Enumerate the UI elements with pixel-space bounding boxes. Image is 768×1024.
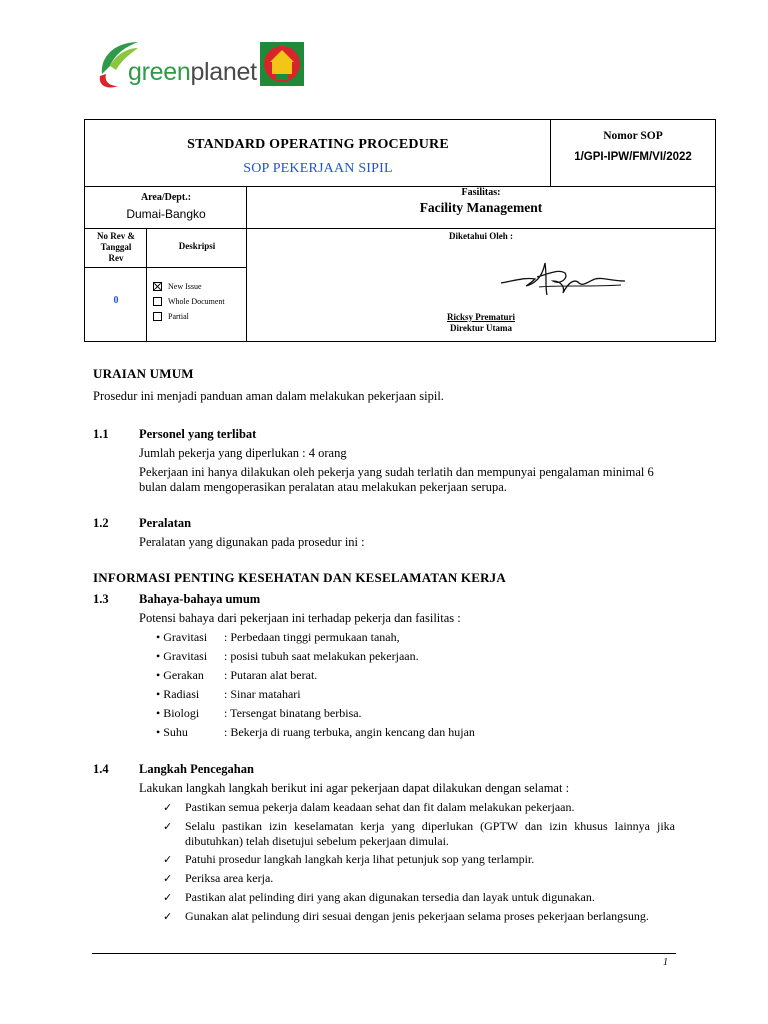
section-title-1-3: Bahaya-bahaya umum <box>139 592 261 606</box>
rev-header-cell <box>85 229 147 268</box>
hazard-value: : Putaran alat berat. <box>224 668 318 682</box>
status-cell <box>147 268 247 341</box>
area-label: Area/Dept.: <box>140 192 192 203</box>
rev-label-line-3: Rev <box>108 253 124 263</box>
document-subtitle: SOP PEKERJAAN SIPIL <box>243 161 393 176</box>
nomor-label: Nomor SOP <box>603 130 663 142</box>
check-icon: ✓ <box>163 853 173 866</box>
title-cell <box>85 120 551 187</box>
rev-header-label <box>85 231 147 264</box>
hazard-item <box>156 649 419 664</box>
checklist-text: Pastikan semua pekerja dalam keadaan sehat dan fit dalam melakukan pekerjaan. <box>185 800 575 814</box>
check-icon: ✓ <box>163 801 173 814</box>
fasilitas-label: Fasilitas: <box>461 187 501 198</box>
status-list <box>153 279 225 324</box>
checkbox-icon <box>153 312 162 321</box>
rev-label-line-1: No Rev & <box>97 231 135 241</box>
diketahui-label: Diketahui Oleh : <box>448 231 513 241</box>
status-partial <box>153 309 225 324</box>
checklist-item <box>163 852 675 867</box>
checklist-item <box>163 819 675 849</box>
signer-name: Ricksy Prematuri <box>446 312 516 322</box>
logo-area <box>94 36 314 92</box>
deskripsi-label: Deskripsi <box>178 241 216 251</box>
section-number-1-2: 1.2 <box>93 516 109 530</box>
hazard-key: • Suhu <box>156 725 188 739</box>
check-icon: ✓ <box>163 872 173 885</box>
document-title: STANDARD OPERATING PROCEDURE <box>187 137 449 152</box>
checklist-text: Selalu pastikan izin keselamatan kerja yang diperlukan (GPTW dan izin khusus lainnya jika dibutuhkan) telah disetujui sebelum pekerjaan dimulai. <box>185 819 675 848</box>
checklist-text: Pastikan alat pelinding diri yang akan digunakan tersedia dan layak untuk digunakan. <box>185 890 595 904</box>
hazard-key: • Gravitasi <box>156 630 208 644</box>
section-1-4-para-1: Lakukan langkah langkah berikut ini agar pekerjaan dapat dilakukan dengan selamat : <box>139 781 570 795</box>
section-number-1-4: 1.4 <box>93 762 109 776</box>
section-1-2-para-1: Peralatan yang digunakan pada prosedur ini : <box>139 535 365 549</box>
checklist-item <box>163 800 675 815</box>
hazard-value: : Perbedaan tinggi permukaan tanah, <box>224 630 400 644</box>
section-1-1-para-2: Pekerjaan ini hanya dilakukan oleh pekerja yang sudah terlatih dan mempunyai pengalaman minimal 6 bulan dalam mengoperasikan peralatan atau melakukan pekerjaan serupa. <box>139 465 654 494</box>
nomor-value: 1/GPI-IPW/FM/VI/2022 <box>574 151 692 163</box>
section-number-1-1: 1.1 <box>93 427 109 441</box>
status-new-issue <box>153 279 225 294</box>
checklist-item <box>163 871 675 886</box>
footer-divider <box>92 953 676 954</box>
area-value: Dumai-Bangko <box>126 207 206 221</box>
hazard-item <box>156 725 475 740</box>
section-title-1-4: Langkah Pencegahan <box>139 762 254 776</box>
status-whole-document <box>153 294 225 309</box>
signature-cell <box>247 229 715 341</box>
uraian-text: Prosedur ini menjadi panduan aman dalam melakukan pekerjaan sipil. <box>93 389 444 403</box>
hazard-item <box>156 630 400 645</box>
section-1-1-para-1: Jumlah pekerja yang diperlukan : 4 orang <box>139 446 347 460</box>
area-cell <box>85 187 247 229</box>
rev-value-cell <box>85 268 147 341</box>
signature-image <box>499 251 629 301</box>
hazard-item <box>156 668 317 683</box>
checklist-item <box>163 909 675 924</box>
page-number: 1 <box>663 957 668 968</box>
rev-value: 0 <box>113 295 119 306</box>
fasilitas-value: Facility Management <box>419 200 543 215</box>
hazard-key: • Radiasi <box>156 687 200 701</box>
hazard-key: • Biologi <box>156 706 200 720</box>
hazard-value: : posisi tubuh saat melakukan pekerjaan. <box>224 649 419 663</box>
checklist-text: Patuhi prosedur langkah langkah kerja lihat petunjuk sop yang terlampir. <box>185 852 535 866</box>
company-emblem-icon <box>260 42 304 86</box>
check-icon: ✓ <box>163 820 173 833</box>
section-title-1-1: Personel yang terlibat <box>139 427 257 441</box>
section-title-1-2: Peralatan <box>139 516 192 530</box>
hazard-key: • Gerakan <box>156 668 204 682</box>
hazard-item <box>156 706 362 721</box>
checklist-text: Periksa area kerja. <box>185 871 274 885</box>
checklist-text: Gunakan alat pelindung diri sesuai dengan jenis pekerjaan selama proses pekerjaan berlangsung. <box>185 909 649 923</box>
check-icon: ✓ <box>163 891 173 904</box>
hazard-value: : Tersengat binatang berbisa. <box>224 706 362 720</box>
status-label: New Issue <box>168 282 202 291</box>
hazard-key: • Gravitasi <box>156 649 208 663</box>
check-icon: ✓ <box>163 910 173 923</box>
hazard-item <box>156 687 301 702</box>
greenplanet-wordmark: greenplanet <box>128 58 257 86</box>
checklist-item <box>163 890 675 905</box>
greenplanet-logo <box>94 36 257 92</box>
section-heading-k3: INFORMASI PENTING KESEHATAN DAN KESELAMATAN KERJA <box>93 570 506 585</box>
section-1-3-para-1: Potensi bahaya dari pekerjaan ini terhadap pekerja dan fasilitas : <box>139 611 461 625</box>
nomor-cell <box>551 120 715 187</box>
status-label: Whole Document <box>168 297 225 306</box>
signer-title: Direktur Utama <box>450 323 512 333</box>
section-number-1-3: 1.3 <box>93 592 109 606</box>
status-label: Partial <box>168 312 189 321</box>
deskripsi-header-cell <box>147 229 247 268</box>
rev-label-line-2: Tanggal <box>100 242 132 252</box>
sop-header-table <box>84 119 716 342</box>
checkbox-icon <box>153 297 162 306</box>
section-heading-uraian: URAIAN UMUM <box>93 366 194 381</box>
checked-box-icon <box>153 282 162 291</box>
hazard-value: : Bekerja di ruang terbuka, angin kencang dan hujan <box>224 725 475 739</box>
fasilitas-cell <box>247 187 715 229</box>
hazard-value: : Sinar matahari <box>224 687 301 701</box>
